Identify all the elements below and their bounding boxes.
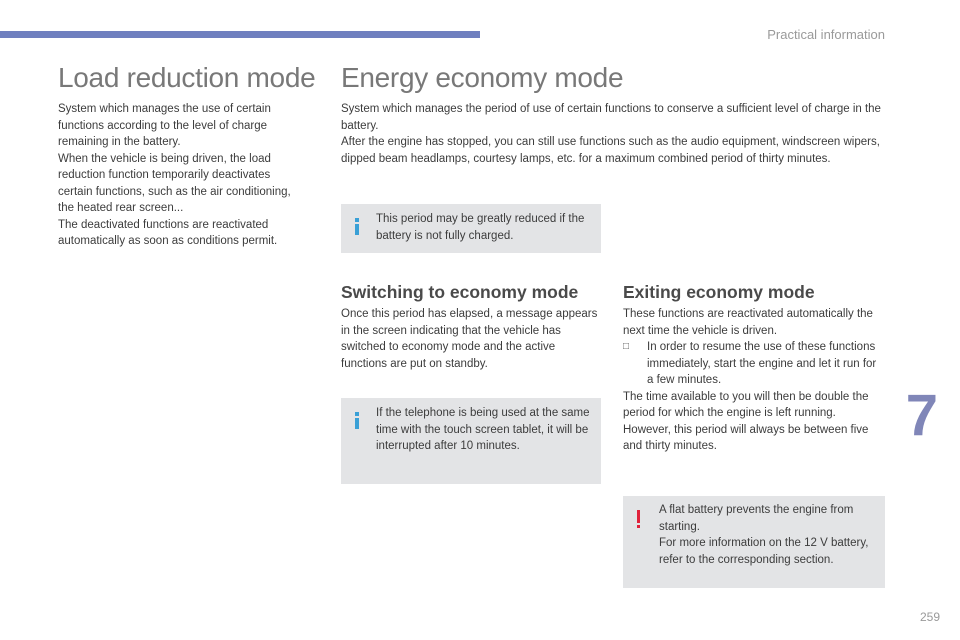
- info-icon: [351, 410, 365, 434]
- switching-paragraph: Once this period has elapsed, a message appears in the screen indicating that the vehicle has switched to economy mode and the active functions are put on standby.: [341, 308, 598, 370]
- exiting-bullet-text: In order to resume the use of these functions immediately, start the engine and let it run for a few minutes.: [647, 341, 877, 386]
- load-reduction-paragraph: System which manages the use of certain functions according to the level of charge remaining in the battery.: [58, 103, 271, 148]
- info-note-text: This period may be greatly reduced if the battery is not fully charged.: [376, 213, 585, 242]
- exiting-paragraph: The time available to you will then be double the period for which the engine is left running. However, this period will always be between five and thirty minutes.: [623, 390, 869, 452]
- exiting-bullet: [623, 339, 885, 389]
- switching-title: Switching to economy mode: [341, 282, 579, 302]
- exiting-paragraph: These functions are reactivated automatically the next time the vehicle is driven.: [623, 308, 873, 337]
- chapter-number: 7: [905, 383, 938, 448]
- energy-economy-title: Energy economy mode: [341, 62, 624, 93]
- warning-note-line: For more information on the 12 V battery, refer to the corresponding section.: [659, 537, 869, 566]
- section-name: Practical information: [767, 27, 885, 42]
- info-note-telephone: [341, 398, 601, 484]
- page-number: 259: [919, 610, 940, 624]
- warning-note-battery: [623, 496, 885, 588]
- energy-economy-paragraph: After the engine has stopped, you can still use functions such as the audio equipment, windscreen wipers, dipped beam headlamps, courtesy lamps, etc. for a maximum combined period of thirty minutes.: [341, 136, 880, 165]
- info-note-battery: [341, 204, 601, 253]
- load-reduction-text: [58, 101, 300, 250]
- load-reduction-title: Load reduction mode: [58, 62, 316, 93]
- load-reduction-paragraph: When the vehicle is being driven, the load reduction function temporarily deactivates certain functions, such as the air conditioning, the heated rear screen...: [58, 152, 291, 214]
- energy-economy-text: [341, 101, 889, 167]
- exiting-title: Exiting economy mode: [623, 282, 815, 302]
- warning-note-line: A flat battery prevents the engine from starting.: [659, 504, 854, 533]
- energy-economy-paragraph: System which manages the period of use of certain functions to conserve a sufficient level of charge in the battery.: [341, 103, 881, 132]
- warning-icon: [633, 508, 647, 532]
- exiting-text: [623, 306, 885, 455]
- load-reduction-paragraph: The deactivated functions are reactivated automatically as soon as conditions permit.: [58, 218, 278, 247]
- header-accent-bar: [0, 31, 480, 38]
- warning-note-text: [659, 502, 873, 568]
- checkbox-bullet-icon: □: [623, 341, 630, 352]
- info-note-text: If the telephone is being used at the same time with the touch screen tablet, it will be interrupted after 10 minutes.: [376, 407, 590, 452]
- info-icon: [351, 216, 365, 240]
